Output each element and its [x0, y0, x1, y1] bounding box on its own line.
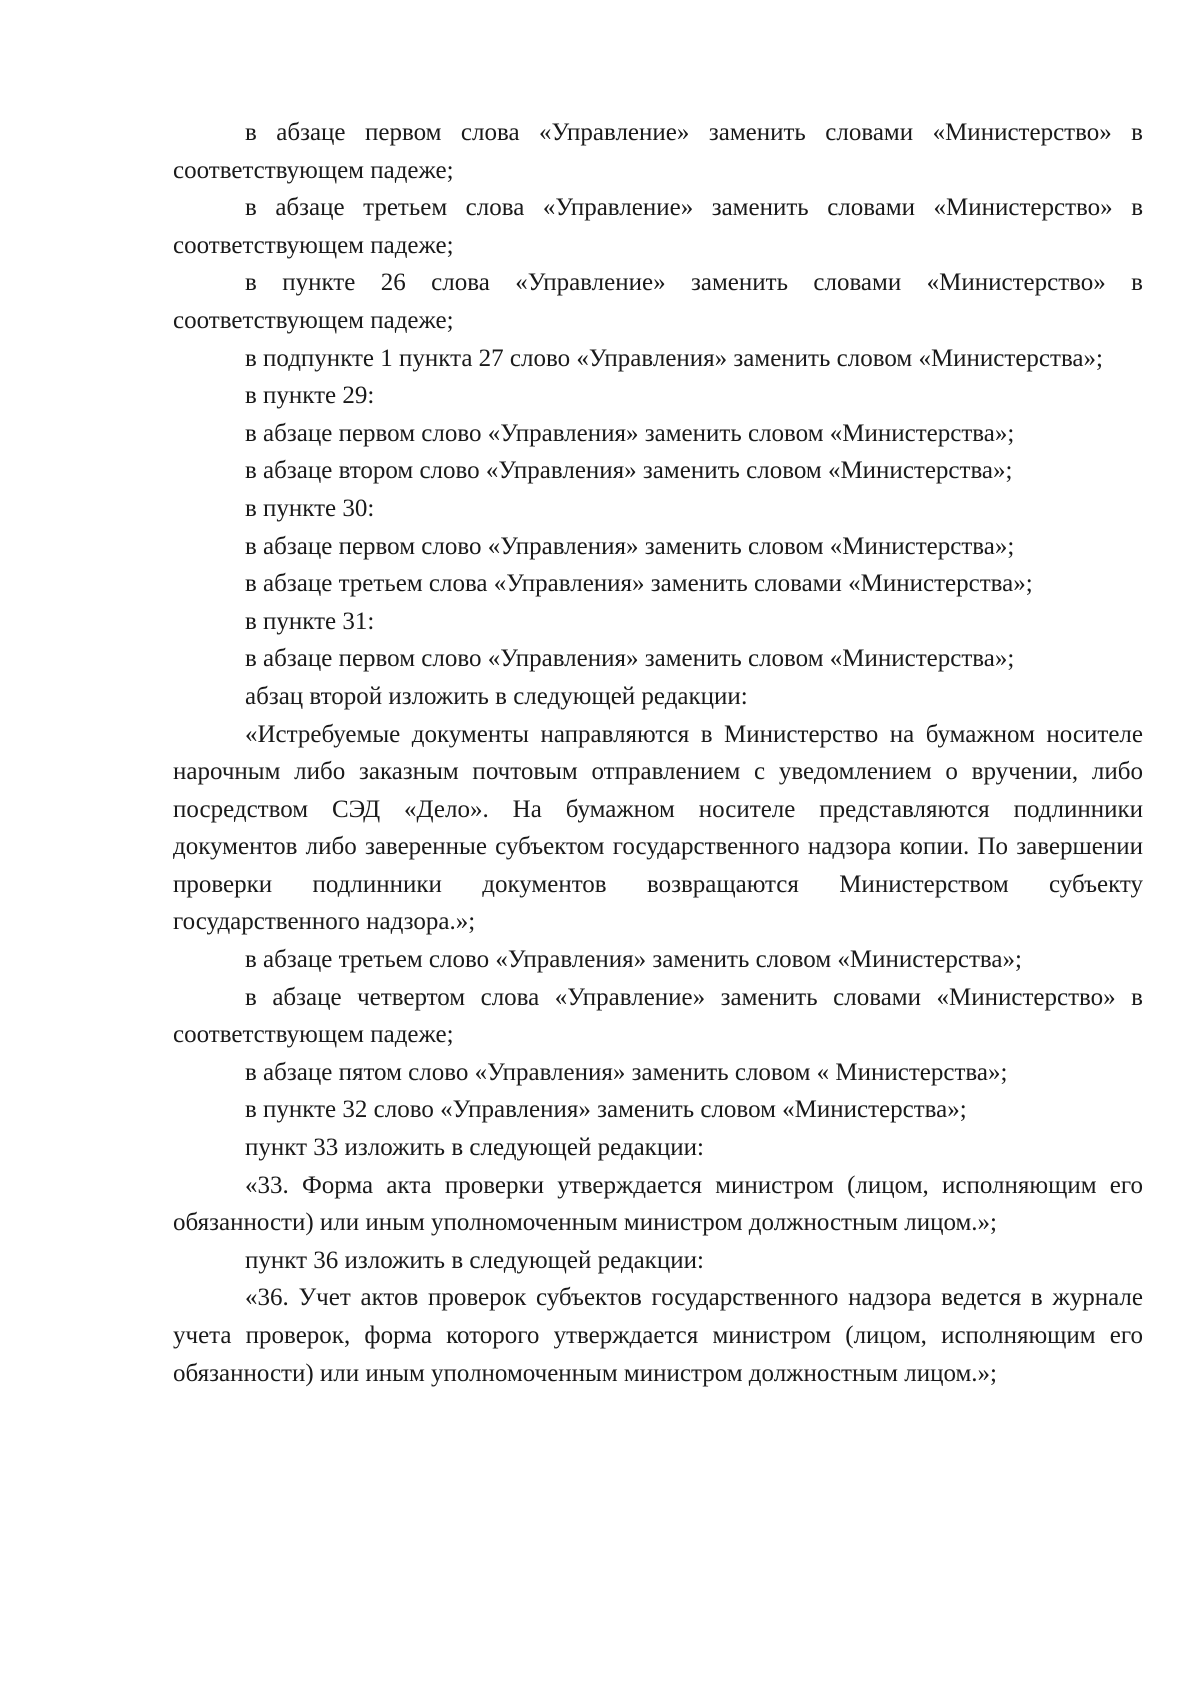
paragraph: в абзаце втором слово «Управления» заменить словом «Министерства»; [245, 457, 1013, 485]
paragraph: пункт 33 изложить в следующей редакции: [245, 1134, 704, 1162]
paragraph: в подпункте 1 пункта 27 слово «Управления» заменить словом «Министерства»; [245, 344, 1103, 372]
paragraph: в пункте 32 слово «Управления» заменить словом «Министерства»; [245, 1096, 967, 1124]
paragraph: в абзаце первом слово «Управления» заменить словом «Министерства»; [245, 419, 1015, 447]
paragraph: в пункте 30: [245, 494, 375, 522]
paragraph: «33. Форма акта проверки утверждается министром (лицом, исполняющим его обязанности) или иным уполномоченным министром должностным лицом.»; [173, 1171, 1143, 1237]
paragraph: в абзаце первом слово «Управления» заменить словом «Министерства»; [245, 532, 1015, 560]
paragraph: в абзаце третьем слова «Управления» заменить словами «Министерства»; [245, 570, 1033, 598]
paragraph: «36. Учет актов проверок субъектов государственного надзора ведется в журнале учета проверок, форма которого утверждается министром (лицом, исполняющим его обязанности) или иным уполномоченным министром должностным лицом.»; [173, 1284, 1143, 1387]
paragraph: пункт 36 изложить в следующей редакции: [245, 1246, 704, 1274]
paragraph: «Истребуемые документы направляются в Министерство на бумажном носителе нарочным либо заказным почтовым отправлением с уведомлением о вручении, либо посредством СЭД «Дело». На бумажном носителе представляются подлинники документов либо заверенные субъектом государственного надзора копии. По завершении проверки подлинники документов возвращаются Министерством субъекту государственного надзора.»; [173, 720, 1143, 936]
paragraph: в абзаце первом слово «Управления» заменить словом «Министерства»; [245, 645, 1015, 673]
paragraph: абзац второй изложить в следующей редакции: [245, 682, 748, 710]
paragraph: в абзаце пятом слово «Управления» заменить словом « Министерства»; [245, 1058, 1008, 1086]
paragraph: в пункте 29: [245, 382, 375, 410]
paragraph: в пункте 26 слова «Управление» заменить словами «Министерство» в соответствующем падеже; [173, 269, 1143, 334]
paragraph: в пункте 31: [245, 607, 375, 635]
document-body [173, 114, 1143, 1392]
paragraph: в абзаце четвертом слова «Управление» заменить словами «Министерство» в соответствующем падеже; [173, 983, 1143, 1049]
paragraph: в абзаце третьем слова «Управление» заменить словами «Министерство» в соответствующем падеже; [173, 194, 1143, 259]
paragraph: в абзаце третьем слово «Управления» заменить словом «Министерства»; [245, 946, 1022, 974]
paragraph: в абзаце первом слова «Управление» заменить словами «Министерство» в соответствующем падеже; [173, 119, 1143, 184]
